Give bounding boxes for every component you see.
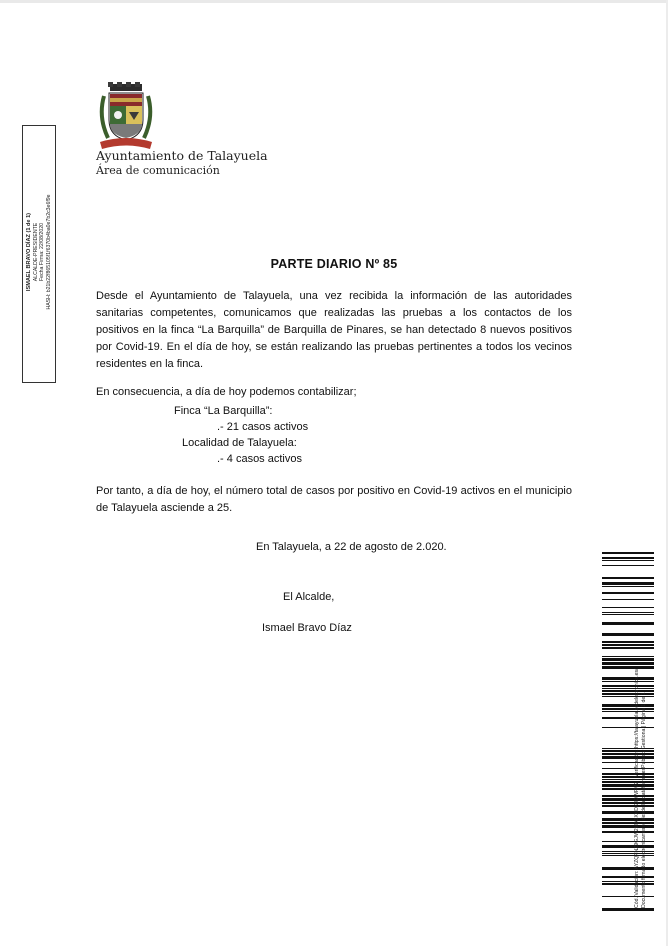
localidad-label: Localidad de Talayuela: [182, 437, 297, 449]
total-paragraph: Por tanto, a día de hoy, el número total de casos por positivo en Covid-19 activos en el municipio de Talayuela asciende a 25. [96, 485, 572, 514]
validation-platform: Documento firmado electrónicamente desde la plataforma esPublico Gestiona | Página 1 de 1 [640, 692, 647, 908]
organization-name: Ayuntamiento de Talayuela [96, 148, 268, 163]
date-line: En Talayuela, a 22 de agosto de 2.020. [256, 541, 447, 553]
validation-text-block [634, 548, 647, 908]
intro-paragraph: Desde el Ayuntamiento de Talayuela, una vez recibida la información de las autoridades sanitarias competentes, comunicamos que realizadas las pruebas a los contactos de los positivos en la finca “La Barquilla” de Barquilla de Pinares, se han detectado 8 nuevos positivos por Covid-19. En el día de hoy, se están realizando las pruebas pertinentes a todos los vecinos residentes en la finca. [96, 290, 572, 370]
electronic-signature-stamp [22, 125, 56, 383]
finca-cases: .- 21 casos activos [217, 421, 309, 433]
localidad-cases: .- 4 casos activos [217, 453, 302, 465]
signature-date: Fecha Firma: 22/08/2020 [39, 223, 45, 281]
coat-of-arms-logo [96, 82, 156, 152]
count-intro-paragraph: En consecuencia, a día de hoy podemos contabilizar; [96, 386, 357, 398]
organization-department: Área de comunicación [96, 164, 220, 177]
signer-role: ALCALDE-PRESIDENTE [32, 222, 39, 282]
validation-code: Cód. Validación: AYZQFNZ9GJW2MA3XKDK9DWFM2 | Verificación: https://talayuela.sedelectronica.es/ [634, 668, 640, 908]
signatory-role: El Alcalde, [283, 591, 335, 603]
signature-hash: HASH: b21b22f865105f1f6370b4ba0e7b2c3e6f9e [45, 194, 52, 310]
barcode-bar [602, 908, 654, 911]
finca-label: Finca “La Barquilla”: [174, 405, 273, 417]
signer-name: ISMAEL BRAVO DÍAZ (1 de 1) [26, 212, 32, 292]
top-edge [0, 0, 668, 3]
signatory-name: Ismael Bravo Díaz [262, 622, 352, 634]
document-title: PARTE DIARIO Nº 85 [270, 257, 398, 271]
